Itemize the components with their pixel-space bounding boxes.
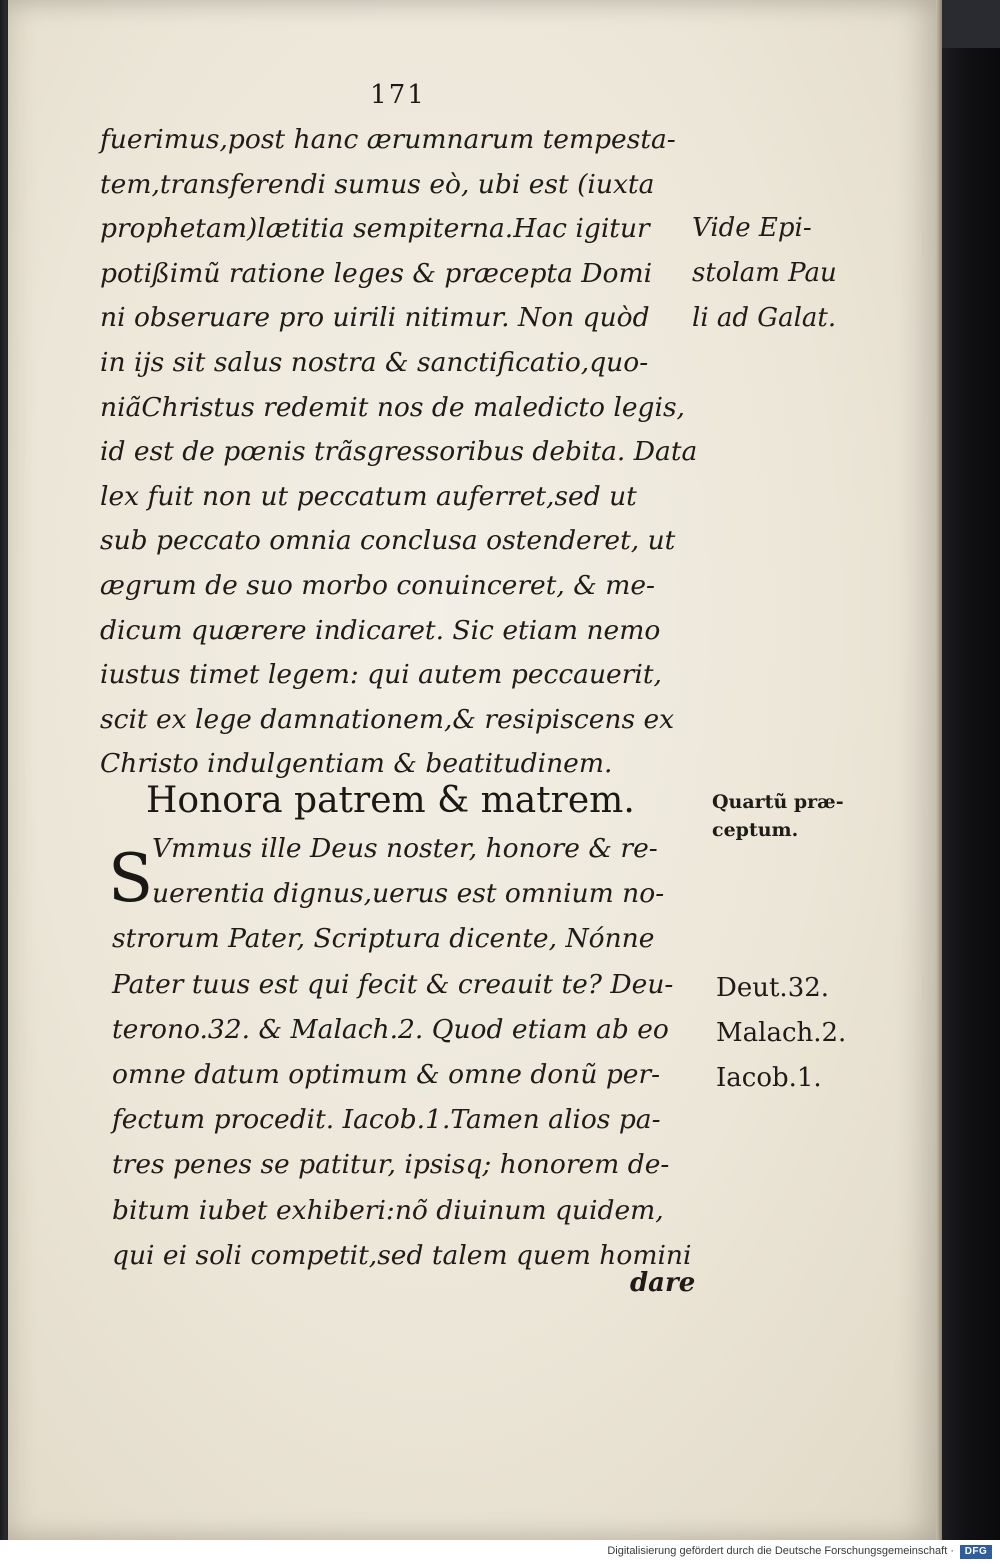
scan-border-strip bbox=[942, 0, 1000, 48]
text-line: in ijs sit salus nostra & sanctificatio,quo- bbox=[100, 346, 649, 378]
text-line: strorum Pater, Scriptura dicente, Nónne bbox=[112, 923, 655, 955]
text-line: ni obseruare pro uirili nitimur. Non quòd bbox=[100, 302, 650, 334]
text-line: qui ei soli competit,sed talem quem homini bbox=[112, 1239, 692, 1271]
margin-note-line: stolam Pau bbox=[692, 258, 837, 288]
text-line: lex fuit non ut peccatum auferret,sed ut bbox=[100, 480, 637, 512]
text-line: Christo indulgentiam & beatitudinem. bbox=[100, 748, 613, 780]
text-line: niãChristus redemit nos de maledicto legis, bbox=[100, 391, 685, 423]
text-line: terono.32. & Malach.2. Quod etiam ab eo bbox=[112, 1013, 669, 1045]
text-line: iustus timet legem: qui autem peccauerit, bbox=[100, 659, 662, 691]
body-text bbox=[100, 118, 700, 787]
text-line: prophetam)lætitia sempiterna.Hac igitur bbox=[100, 213, 650, 245]
text-line: fuerimus,post hanc ærumnarum tempesta- bbox=[100, 124, 676, 155]
margin-note-quarto bbox=[712, 788, 844, 844]
text-line: uerentia dignus,uerus est omnium no- bbox=[152, 878, 665, 910]
drop-capital: S bbox=[108, 840, 154, 917]
funding-notice: Digitalisierung gefördert durch die Deutsche Forschungsgemeinschaft · bbox=[607, 1545, 954, 1557]
text-line: potißimũ ratione leges & præcepta Domi bbox=[100, 257, 653, 289]
text-line: scit ex lege damnationem,& resipiscens ex bbox=[100, 703, 675, 735]
catchword: dare bbox=[630, 1268, 696, 1298]
page-number: 171 bbox=[370, 80, 426, 110]
margin-note-vide bbox=[692, 206, 837, 341]
text-line: dicum quærere indicaret. Sic etiam nemo bbox=[100, 614, 661, 646]
scan-border bbox=[942, 0, 1000, 1540]
text-line: id est de pœnis trãsgressoribus debita. Data bbox=[100, 436, 698, 468]
text-line: tem,transferendi sumus eò, ubi est (iuxta bbox=[100, 168, 655, 200]
margin-note-line: Deut.32. bbox=[716, 973, 830, 1003]
text-line: omne datum optimum & omne donũ per- bbox=[112, 1058, 661, 1090]
digitization-footer bbox=[0, 1540, 1000, 1564]
text-line: bitum iubet exhiberi:nõ diuinum quidem, bbox=[112, 1194, 664, 1226]
text-line: tres penes se patitur, ipsisq; honorem de- bbox=[112, 1149, 670, 1181]
margin-note-line: Malach.2. bbox=[716, 1018, 847, 1048]
margin-note-line: Quartũ præ- bbox=[712, 791, 844, 813]
text-line: sub peccato omnia conclusa ostenderet, ut bbox=[100, 525, 676, 557]
margin-note-line: Vide Epi- bbox=[692, 213, 812, 243]
dfg-logo-icon: DFG bbox=[960, 1545, 992, 1559]
text-line: Vmmus ille Deus noster, honore & re- bbox=[152, 833, 658, 864]
margin-note-line: ceptum. bbox=[712, 819, 799, 841]
section-heading: Honora patrem & matrem. bbox=[146, 780, 635, 821]
text-line: ægrum de suo morbo conuinceret, & me- bbox=[100, 569, 655, 601]
margin-note-line: Iacob.1. bbox=[716, 1063, 822, 1093]
book-page bbox=[8, 0, 942, 1540]
text-line: Pater tuus est qui fecit & creauit te? Deu- bbox=[112, 968, 674, 1000]
margin-note-line: li ad Galat. bbox=[692, 303, 837, 333]
margin-note-references bbox=[716, 966, 846, 1101]
section-text bbox=[112, 826, 712, 1278]
text-line: fectum procedit. Iacob.1.Tamen alios pa- bbox=[112, 1104, 661, 1136]
